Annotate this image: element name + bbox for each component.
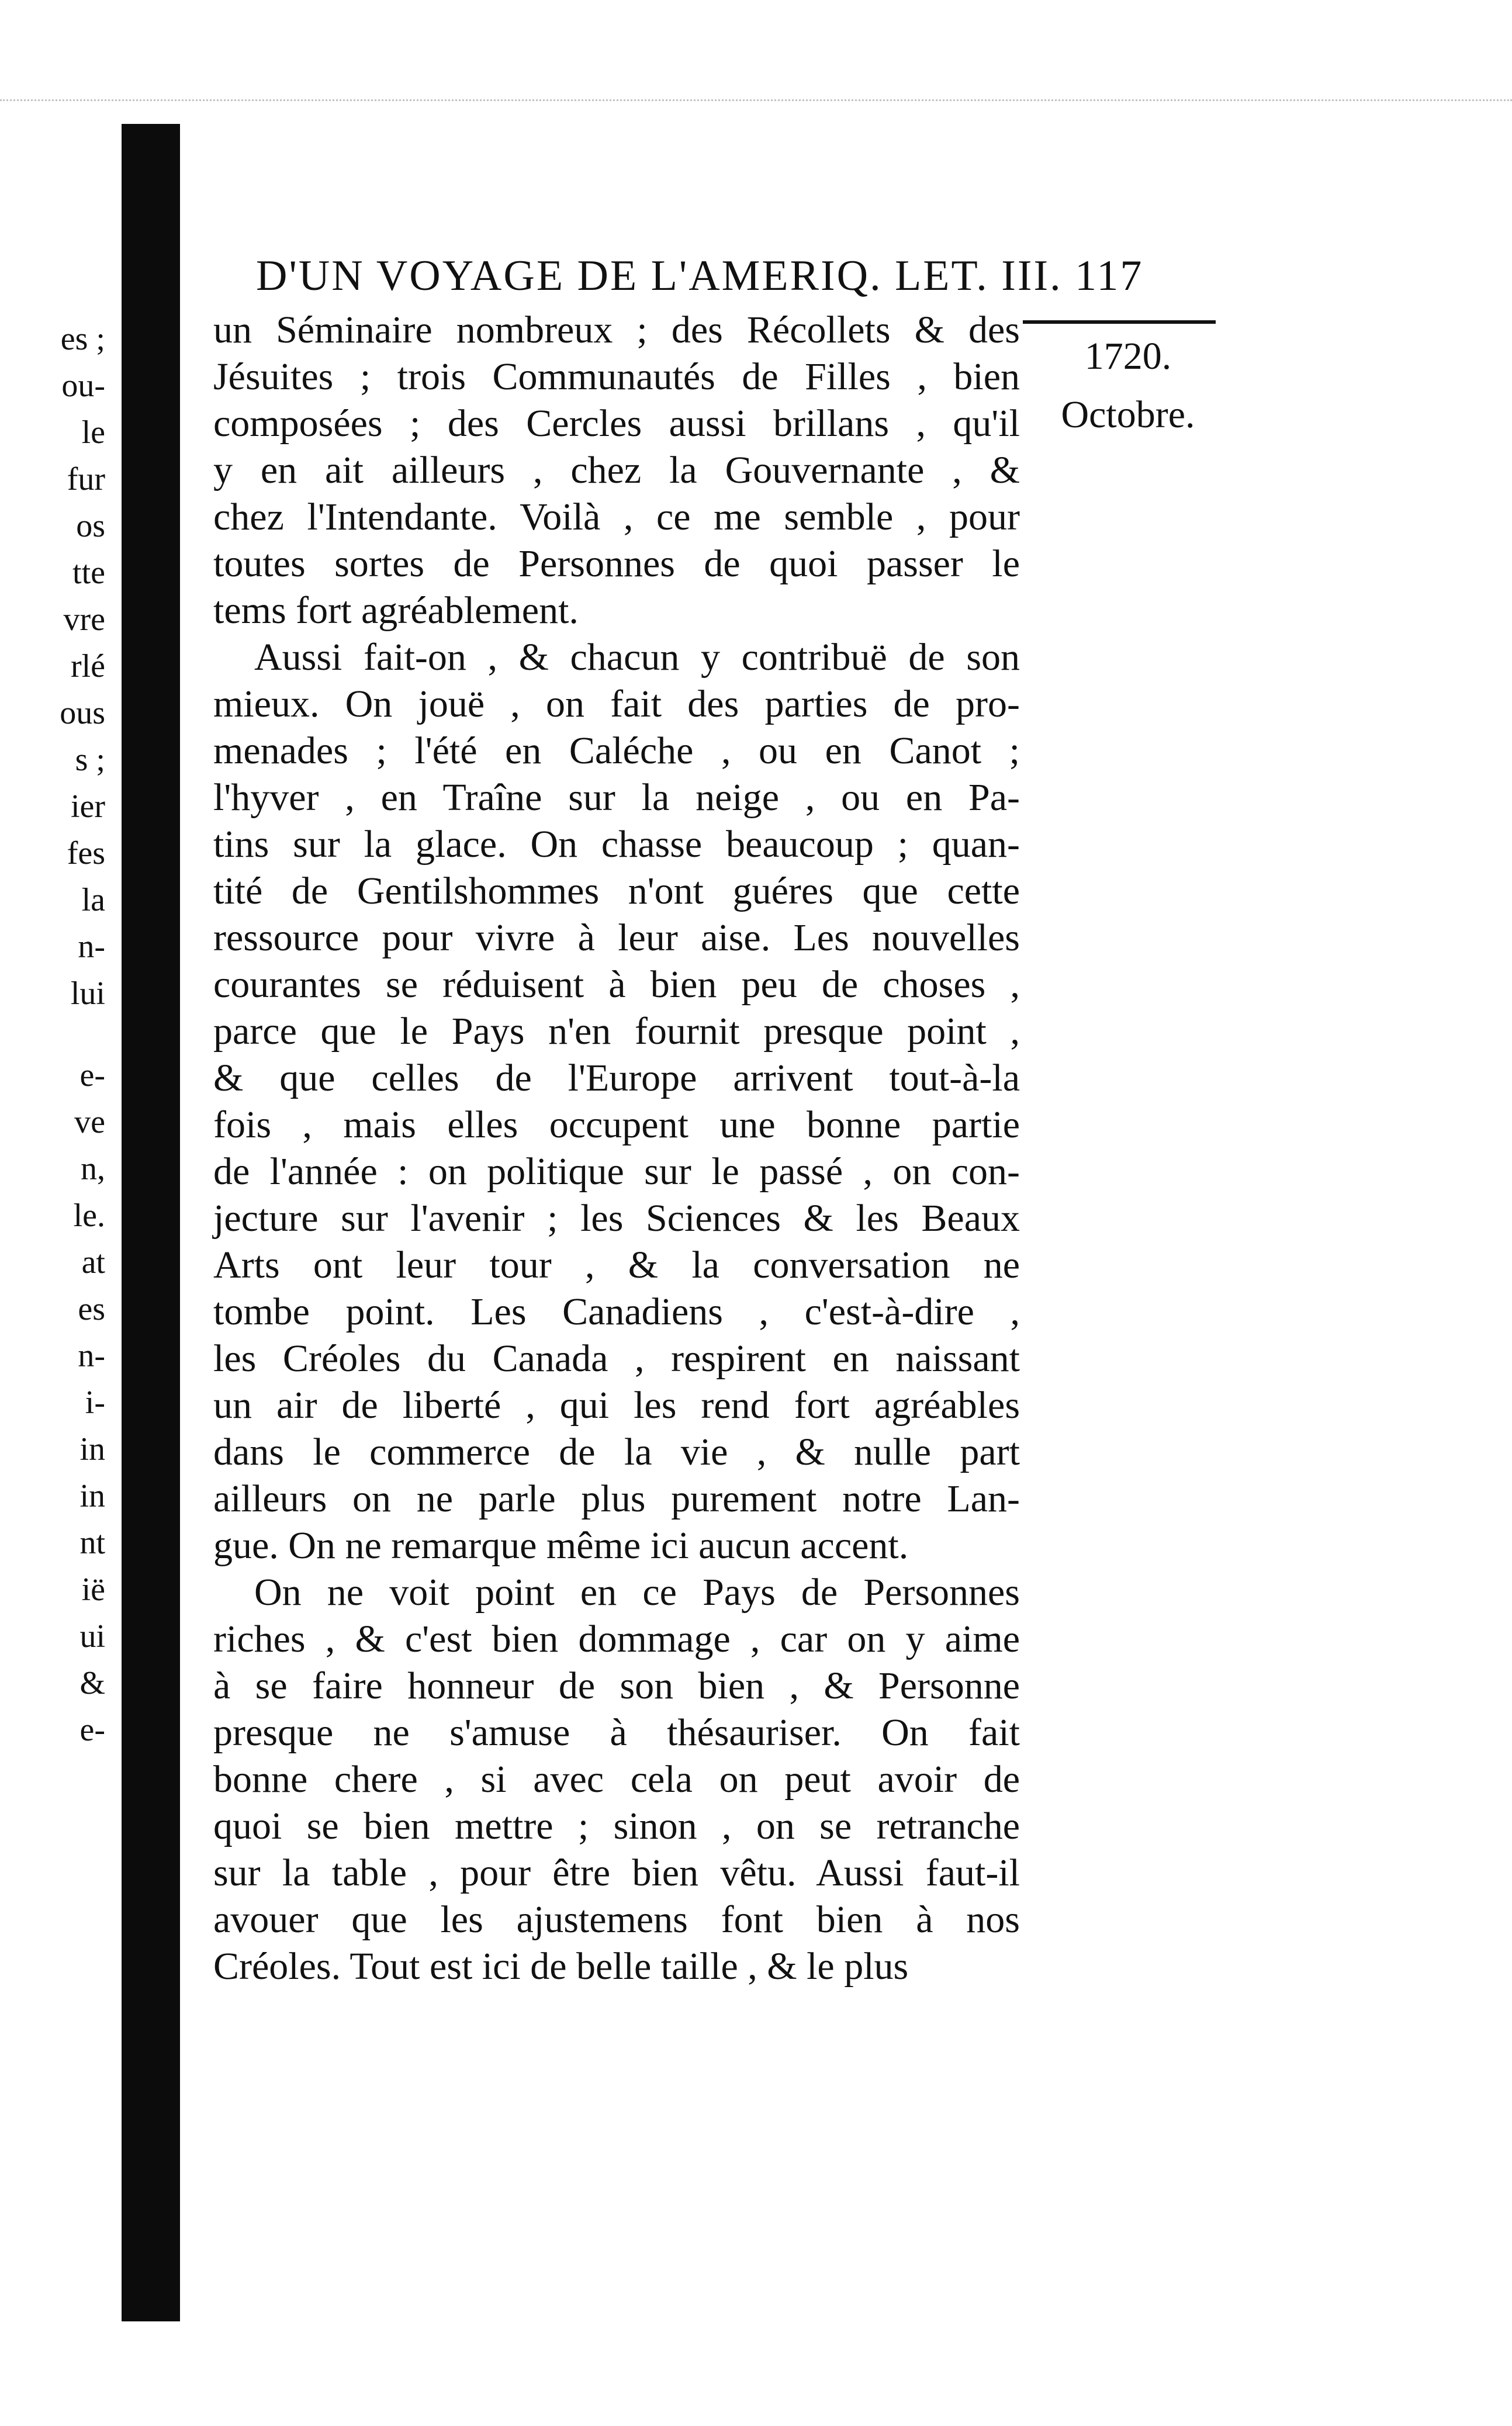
text-line: tins sur la glace. On chasse beaucoup ; quan- <box>213 823 1020 866</box>
text-line: jecture sur l'avenir ; les Sciences & les Beaux <box>213 1197 1020 1240</box>
margin-fragment: ui <box>79 1618 105 1655</box>
margin-month: Octobre. <box>1061 393 1195 436</box>
margin-fragment: le <box>81 414 105 451</box>
text-line: parce que le Pays n'en fournit presque point , <box>213 1010 1020 1053</box>
text-line: ressource pour vivre à leur aise. Les nouvelles <box>213 916 1020 959</box>
margin-fragment: tte <box>72 555 105 591</box>
text-line: l'hyver , en Traîne sur la neige , ou en Pa- <box>213 776 1020 819</box>
margin-fragment: e- <box>79 1712 105 1748</box>
margin-year: 1720. <box>1084 335 1172 378</box>
margin-fragment: ous <box>60 695 105 731</box>
text-line: de l'année : on politique sur le passé , on con- <box>213 1150 1020 1193</box>
text-line: fois , mais elles occupent une bonne partie <box>213 1103 1020 1146</box>
text-line: composées ; des Cercles aussi brillans , qu'il <box>213 402 1020 445</box>
running-header: D'UN VOYAGE DE L'AMERIQ. LET. III. 117 <box>256 252 1144 300</box>
text-line: dans le commerce de la vie , & nulle part <box>213 1431 1020 1473</box>
margin-fragment: le. <box>73 1198 105 1234</box>
margin-fragment: fur <box>67 461 105 497</box>
margin-fragment: n, <box>81 1151 105 1187</box>
margin-fragment: ië <box>81 1572 105 1608</box>
margin-fragment: es <box>78 1291 105 1327</box>
text-line: chez l'Intendante. Voilà , ce me semble , pour <box>213 496 1020 538</box>
text-line: mieux. On jouë , on fait des parties de pro- <box>213 683 1020 725</box>
text-line: & que celles de l'Europe arrivent tout-à-la <box>213 1057 1020 1099</box>
text-line: Jésuites ; trois Communautés de Filles , bien <box>213 355 1020 398</box>
binding-gutter <box>122 124 180 2321</box>
text-line: presque ne s'amuse à thésauriser. On fait <box>213 1711 1020 1754</box>
text-line: Aussi fait-on , & chacun y contribuë de son <box>254 636 1020 679</box>
margin-fragment: rlé <box>70 648 105 684</box>
text-line: tems fort agréablement. <box>213 589 579 632</box>
text-line: On ne voit point en ce Pays de Personnes <box>254 1571 1020 1614</box>
text-line: les Créoles du Canada , respirent en naissant <box>213 1337 1020 1380</box>
margin-fragment: in <box>79 1431 105 1468</box>
margin-fragment: ier <box>70 788 105 825</box>
margin-rule <box>1023 320 1216 324</box>
text-line: Créoles. Tout est ici de belle taille , & le plus <box>213 1945 909 1988</box>
margin-fragment: lui <box>70 975 105 1012</box>
margin-fragment: nt <box>79 1525 105 1561</box>
text-line: un Séminaire nombreux ; des Récollets & des <box>213 309 1020 351</box>
text-line: quoi se bien mettre ; sinon , on se retranche <box>213 1805 1020 1847</box>
margin-fragment: s ; <box>75 742 105 778</box>
text-line: tité de Gentilshommes n'ont guéres que cette <box>213 870 1020 912</box>
margin-fragment: n- <box>78 929 105 965</box>
margin-date-note <box>1040 327 1216 444</box>
text-line: ailleurs on ne parle plus purement notre Lan- <box>213 1477 1020 1520</box>
margin-fragment: at <box>81 1244 105 1281</box>
text-line: menades ; l'été en Caléche , ou en Canot ; <box>213 729 1020 772</box>
margin-fragment: ve <box>74 1104 105 1140</box>
body-text <box>213 307 1020 1990</box>
scan-edge-noise <box>0 99 1512 124</box>
text-line: Arts ont leur tour , & la conversation ne <box>213 1244 1020 1286</box>
margin-fragment: & <box>79 1665 105 1701</box>
facing-page-margin-fragments <box>23 316 123 1753</box>
margin-fragment: ou- <box>61 368 105 404</box>
margin-fragment: in <box>79 1478 105 1514</box>
text-line: toutes sortes de Personnes de quoi passer le <box>213 542 1020 585</box>
margin-fragment: e- <box>79 1057 105 1093</box>
text-line: riches , & c'est bien dommage , car on y aime <box>213 1618 1020 1660</box>
text-line: courantes se réduisent à bien peu de choses , <box>213 963 1020 1006</box>
margin-fragment: i- <box>85 1385 105 1421</box>
margin-fragment: la <box>81 882 105 918</box>
text-line: tombe point. Les Canadiens , c'est-à-dire , <box>213 1290 1020 1333</box>
text-line: un air de liberté , qui les rend fort agréables <box>213 1384 1020 1427</box>
text-line: avouer que les ajustemens font bien à nos <box>213 1898 1020 1941</box>
margin-fragment: es ; <box>60 321 105 357</box>
text-line: à se faire honneur de son bien , & Personne <box>213 1664 1020 1707</box>
margin-fragment: n- <box>78 1338 105 1374</box>
text-line: gue. On ne remarque même ici aucun accent. <box>213 1524 909 1567</box>
margin-fragment: vre <box>63 601 105 638</box>
margin-fragment: fes <box>67 835 105 871</box>
text-line: sur la table , pour être bien vêtu. Aussi faut-il <box>213 1851 1020 1894</box>
text-line: y en ait ailleurs , chez la Gouvernante , & <box>213 449 1020 492</box>
margin-fragment: os <box>76 508 105 544</box>
text-line: bonne chere , si avec cela on peut avoir de <box>213 1758 1020 1801</box>
